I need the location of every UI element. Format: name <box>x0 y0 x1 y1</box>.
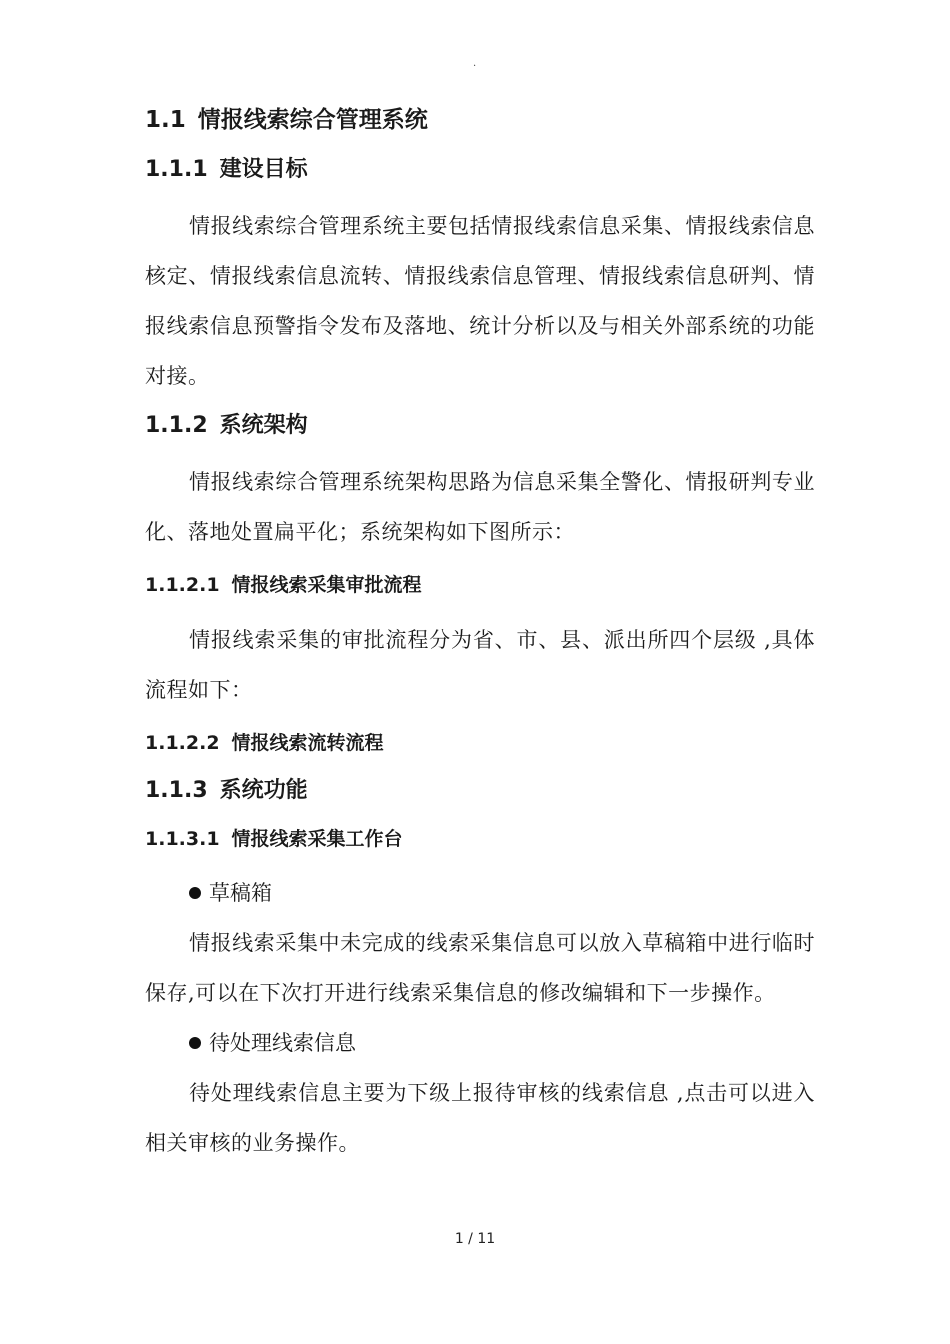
heading-1-1-2 <box>145 408 815 444</box>
bullet-dot-icon <box>189 887 201 899</box>
heading-title: 系统架构 <box>219 413 308 438</box>
paragraph-pending-clues: 待处理线索信息主要为下级上报待审核的线索信息 ,点击可以进入相关审核的业务操作。 <box>145 1081 815 1155</box>
heading-title: 情报线索流转流程 <box>231 732 384 754</box>
paragraph-draft-box: 情报线索采集中未完成的线索采集信息可以放入草稿箱中进行临时保存,可以在下次打开进行线索采集信息的修改编辑和下一步操作。 <box>145 931 815 1005</box>
bullet-item-draft-box <box>145 868 815 918</box>
bullet-item-pending-clues <box>145 1018 815 1068</box>
header-mark: . <box>473 58 477 69</box>
bullet-dot-icon <box>189 1037 201 1049</box>
heading-number: 1.1.3 <box>145 778 208 803</box>
bullet-label: 草稿箱 <box>209 881 272 905</box>
paragraph-approval-process: 情报线索采集的审批流程分为省、市、县、派出所四个层级 ,具体流程如下： <box>145 628 815 702</box>
heading-number: 1.1.3.1 <box>145 828 220 850</box>
heading-title: 情报线索采集工作台 <box>231 828 403 850</box>
heading-1-1 <box>145 102 815 138</box>
heading-number: 1.1 <box>145 107 186 133</box>
heading-1-1-2-1 <box>145 570 815 600</box>
paragraph-construction-goal: 情报线索综合管理系统主要包括情报线索信息采集、情报线索信息核定、情报线索信息流转、情报线索信息管理、情报线索信息研判、情报线索信息预警指令发布及落地、统计分析以及与相关外部系统的功能对接。 <box>145 214 815 388</box>
heading-title: 系统功能 <box>219 778 308 803</box>
heading-number: 1.1.2.2 <box>145 732 220 754</box>
heading-title: 情报线索采集审批流程 <box>231 574 422 596</box>
paragraph-system-architecture: 情报线索综合管理系统架构思路为信息采集全警化、情报研判专业化、落地处置扁平化；系统架构如下图所示： <box>145 470 815 544</box>
heading-number: 1.1.2 <box>145 413 208 438</box>
heading-number: 1.1.1 <box>145 157 208 182</box>
page-number: 1 / 11 <box>454 1231 496 1247</box>
heading-number: 1.1.2.1 <box>145 574 220 596</box>
heading-title: 建设目标 <box>219 157 308 182</box>
heading-1-1-1 <box>145 152 815 188</box>
heading-1-1-3 <box>145 773 815 809</box>
heading-title: 情报线索综合管理系统 <box>197 107 428 133</box>
heading-1-1-3-1 <box>145 824 815 854</box>
bullet-label: 待处理线索信息 <box>209 1031 356 1055</box>
heading-1-1-2-2 <box>145 728 815 758</box>
document-body <box>145 100 815 1168</box>
